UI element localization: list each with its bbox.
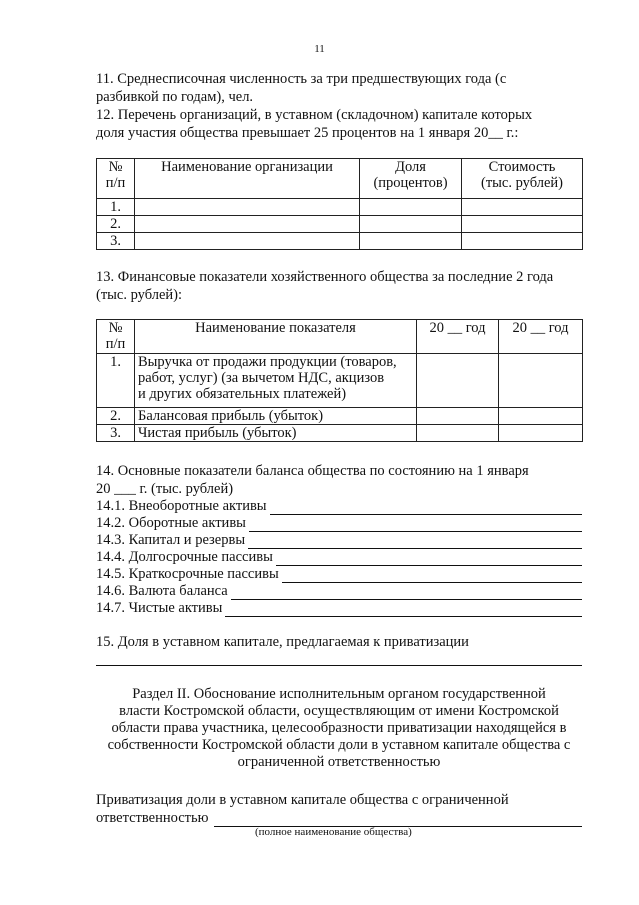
balance-label: 14.6. Валюта баланса [96, 583, 228, 599]
item-12-line-2: доля участия общества превышает 25 процентов на 1 января 20__ г.: [96, 125, 519, 141]
item-13-line-1: 13. Финансовые показатели хозяйственного общества за последние 2 года [96, 269, 554, 285]
header-number: № п/п [97, 159, 135, 199]
section-2-line: ограниченной ответственностью [237, 754, 441, 770]
financial-indicators-table [96, 319, 583, 442]
table-row [97, 216, 583, 233]
balance-row [96, 583, 582, 600]
header-cost: Стоимость (тыс. рублей) [462, 159, 583, 199]
item-11-line-2: разбивкой по годам), чел. [96, 89, 254, 105]
row-number: 3. [97, 425, 135, 442]
balance-label: 14.7. Чистые активы [96, 600, 223, 616]
row-number: 2. [97, 408, 135, 425]
empty-cell [499, 408, 583, 425]
balance-label: 14.2. Оборотные активы [96, 515, 246, 531]
empty-cell [360, 199, 462, 216]
balance-label: 14.3. Капитал и резервы [96, 532, 246, 548]
table-row [97, 354, 583, 408]
empty-cell [135, 233, 360, 250]
empty-cell [135, 216, 360, 233]
table-row [97, 233, 583, 250]
item-13-text [96, 268, 582, 304]
item-12-text [96, 106, 582, 142]
item-15-text: 15. Доля в уставном капитале, предлагаемая к приватизации [96, 634, 469, 650]
header-share: Доля (процентов) [360, 159, 462, 199]
company-name-caption: (полное наименование общества) [255, 826, 412, 838]
row-number: 2. [97, 216, 135, 233]
section-2-heading [96, 686, 582, 771]
item-12-line-1: 12. Перечень организаций, в уставном (складочном) капитале которых [96, 107, 533, 123]
fill-line [248, 536, 582, 549]
balance-label: 14.4. Долгосрочные пассивы [96, 549, 273, 565]
item-14-line-1: 14. Основные показатели баланса общества по состоянию на 1 января [96, 463, 529, 479]
header-year-1: 20 __ год [417, 320, 499, 354]
empty-cell [360, 233, 462, 250]
item-13-line-2: (тыс. рублей): [96, 287, 183, 303]
balance-row [96, 515, 582, 532]
item-14-line-2: 20 ___ г. (тыс. рублей) [96, 481, 234, 497]
fill-line [276, 553, 582, 566]
indicator-name: Выручка от продажи продукции (товаров, работ, услуг) (за вычетом НДС, акцизов и других обязательных платежей) [135, 354, 417, 408]
privatization-line-1: Приватизация доли в уставном капитале общества с ограниченной [96, 792, 509, 808]
organizations-table [96, 158, 583, 250]
empty-cell [462, 216, 583, 233]
balance-row [96, 600, 582, 617]
empty-cell [417, 354, 499, 408]
privatization-line-2: ответственностью [96, 810, 209, 826]
fill-line [270, 502, 582, 515]
item-11-line-1: 11. Среднесписочная численность за три предшествующих года (с [96, 71, 507, 87]
row-number: 3. [97, 233, 135, 250]
empty-cell [499, 354, 583, 408]
table-row [97, 425, 583, 442]
section-2-line: собственности Костромской области доли в уставном капитале общества с [107, 737, 571, 753]
fill-line [231, 587, 582, 600]
fill-line [225, 604, 582, 617]
item-11-text [96, 70, 582, 106]
row-number: 1. [97, 199, 135, 216]
fill-line [249, 519, 582, 532]
empty-cell [360, 216, 462, 233]
balance-label: 14.5. Краткосрочные пассивы [96, 566, 279, 582]
table-header-row [97, 320, 583, 354]
fill-line [282, 570, 582, 583]
indicator-name: Балансовая прибыль (убыток) [135, 408, 417, 425]
empty-cell [499, 425, 583, 442]
balance-row [96, 498, 582, 515]
indicator-name: Чистая прибыль (убыток) [135, 425, 417, 442]
section-2-line: Раздел II. Обоснование исполнительным органом государственной [132, 686, 546, 702]
item-14-balance [96, 462, 582, 617]
balance-label: 14.1. Внеоборотные активы [96, 498, 267, 514]
section-2-line: власти Костромской области, осуществляющим от имени Костромской [119, 703, 559, 719]
empty-cell [417, 408, 499, 425]
header-year-2: 20 __ год [499, 320, 583, 354]
empty-cell [462, 233, 583, 250]
balance-row [96, 532, 582, 549]
empty-cell [462, 199, 583, 216]
header-organization-name: Наименование организации [135, 159, 360, 199]
row-number: 1. [97, 354, 135, 408]
privatization-text [96, 791, 582, 827]
empty-cell [135, 199, 360, 216]
table-row [97, 199, 583, 216]
empty-cell [417, 425, 499, 442]
table-header-row [97, 159, 583, 199]
header-number: № п/п [97, 320, 135, 354]
page-number: 11 [314, 43, 325, 55]
item-15-fill-line [96, 648, 582, 666]
table-row [97, 408, 583, 425]
balance-row [96, 549, 582, 566]
header-indicator-name: Наименование показателя [135, 320, 417, 354]
balance-row [96, 566, 582, 583]
section-2-line: области права участника, целесообразности приватизации находящейся в [111, 720, 567, 736]
